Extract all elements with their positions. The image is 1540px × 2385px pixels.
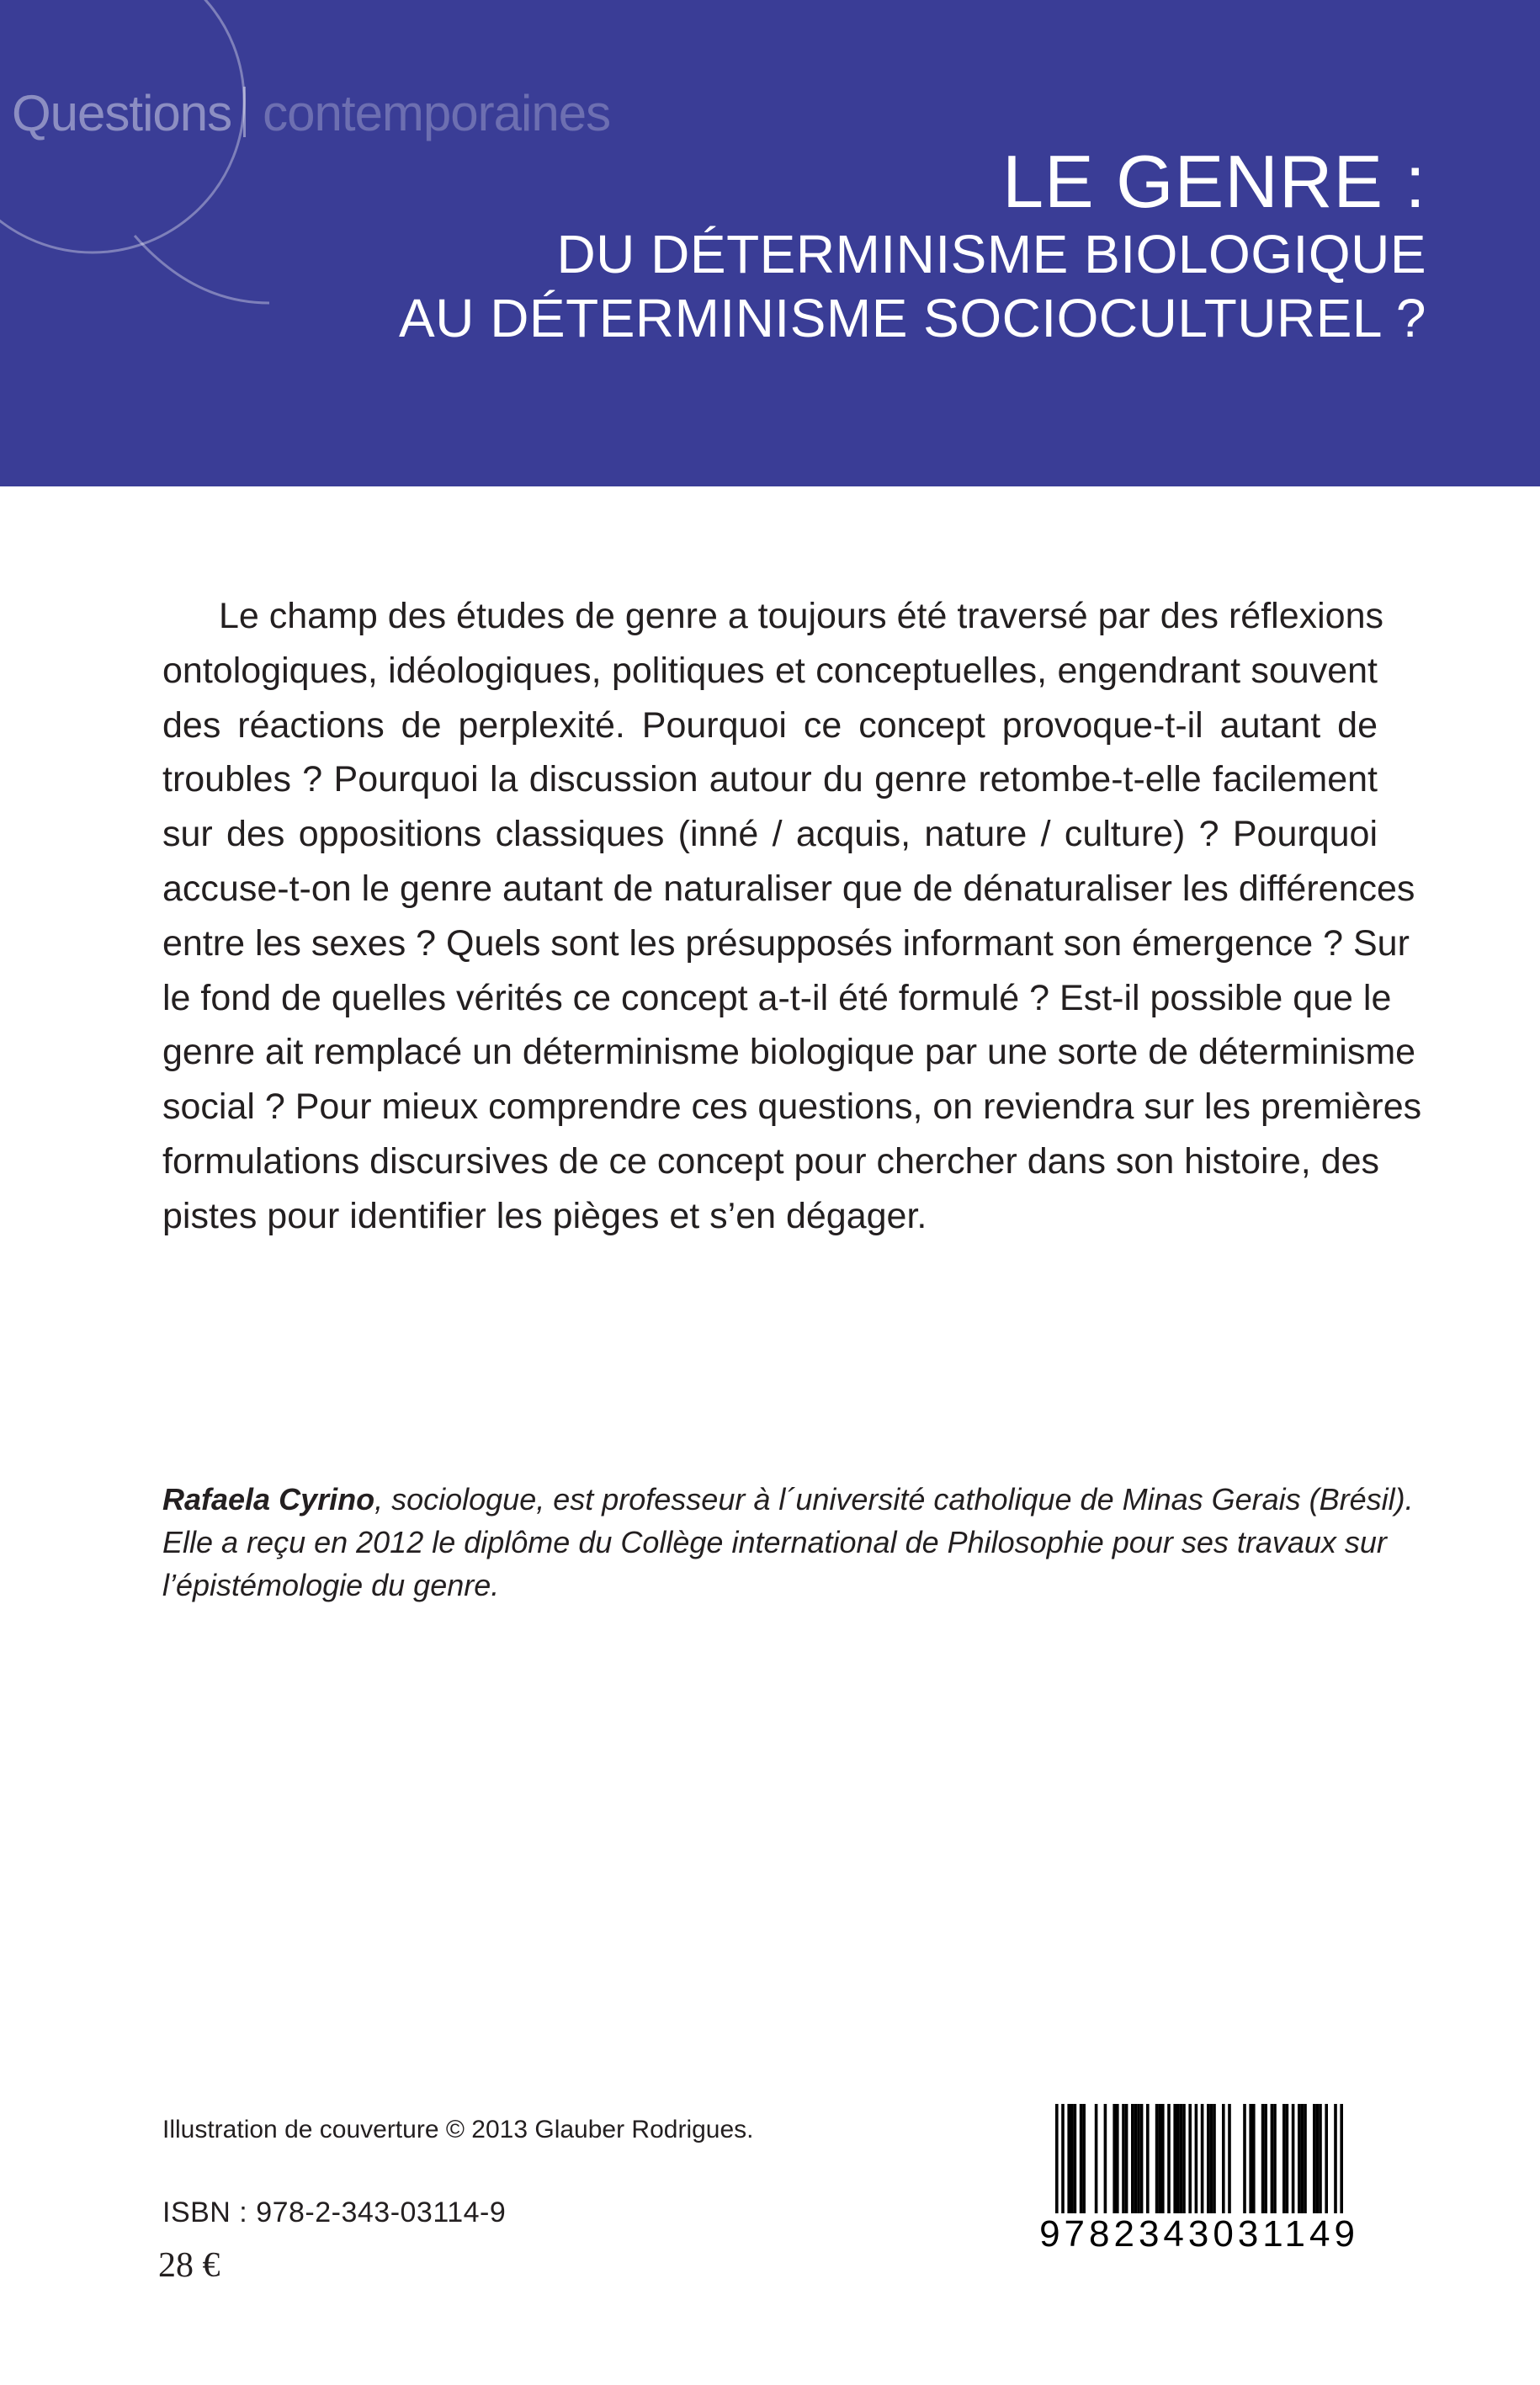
barcode	[1031, 2104, 1367, 2289]
barcode-bar	[1188, 2104, 1192, 2222]
barcode-bar	[1074, 2104, 1077, 2222]
barcode-bar	[1067, 2104, 1070, 2222]
barcode-bar	[1286, 2104, 1289, 2222]
summary-line: accuse-t-on le genre autant de naturaliser que de dénaturaliser les différences	[162, 868, 1415, 909]
barcode-bar	[1213, 2104, 1216, 2222]
barcode-bar	[1207, 2104, 1210, 2222]
illustration-credit: Illustration de couverture © 2013 Glauber Rodrigues.	[162, 2116, 754, 2143]
series-q-logo	[0, 0, 278, 337]
author-bio-line-2: Elle a reçu en 2012 le diplôme du Collège international de Philosophie pour ses travaux sur	[162, 1525, 1387, 1559]
barcode-bar	[1325, 2104, 1328, 2222]
barcode-bar	[1252, 2104, 1256, 2222]
barcode-bar	[1228, 2104, 1231, 2222]
summary-line: formulations discursives de ce concept pour chercher dans son histoire, des	[162, 1140, 1380, 1182]
barcode-bar	[1180, 2104, 1183, 2222]
summary-line: Le champ des études de genre a toujours été traversé par des réflexions	[219, 596, 1383, 636]
series-word-contemporaines: contemporaines	[263, 85, 611, 141]
barcode-bar	[1264, 2104, 1267, 2222]
barcode-bar	[1313, 2104, 1316, 2222]
title-line-3: AU DÉTERMINISME SOCIOCULTUREL ?	[399, 288, 1426, 348]
barcode-bar	[1116, 2104, 1119, 2222]
summary-line: entre les sexes ? Quels sont les présupposés informant son émergence ? Sur	[162, 922, 1410, 964]
barcode-bar	[1082, 2104, 1086, 2222]
barcode-bar	[1122, 2104, 1125, 2222]
barcode-bars	[1031, 2104, 1367, 2289]
summary-line: genre ait remplacé un déterminisme biologique par une sorte de déterminisme	[162, 1032, 1416, 1073]
barcode-bar	[1167, 2104, 1171, 2222]
barcode-bar	[1125, 2104, 1128, 2222]
summary-line: troubles ? Pourquoi la discussion autour du genre retombe-t-elle facilement	[162, 759, 1378, 800]
barcode-bar	[1155, 2104, 1159, 2222]
barcode-bar	[1161, 2104, 1165, 2222]
barcode-number: 9782343031149	[1031, 2213, 1367, 2255]
barcode-bar	[1282, 2104, 1286, 2222]
barcode-bar	[1182, 2104, 1186, 2222]
title-line-1: LE GENRE :	[1002, 140, 1426, 223]
barcode-bar	[1319, 2104, 1322, 2222]
summary-line: social ? Pour mieux comprendre ces questions, on reviendra sur les premières	[162, 1086, 1422, 1128]
barcode-bar	[1301, 2104, 1304, 2222]
summary-paragraph	[162, 589, 1422, 1244]
summary-line: des réactions de perplexité. Pourquoi ce concept provoque-t-il autant de	[162, 704, 1378, 746]
barcode-bar	[1080, 2104, 1083, 2222]
summary-line: sur des oppositions classiques (inné / acquis, nature / culture) ? Pourquoi	[162, 814, 1378, 855]
barcode-bar	[1134, 2104, 1138, 2222]
author-bio-line-1	[162, 1478, 1414, 1521]
author-bio-line-3: l’épistémologie du genre.	[162, 1568, 500, 1602]
barcode-bar	[1292, 2104, 1295, 2222]
cover-header	[0, 0, 1540, 486]
series-word-questions: Questions	[12, 85, 232, 141]
barcode-bar	[1273, 2104, 1277, 2222]
barcode-bar	[1304, 2104, 1307, 2222]
barcode-bar	[1173, 2104, 1176, 2222]
summary-line: pistes pour identifier les pièges et s’en dégager.	[162, 1195, 927, 1236]
barcode-bar	[1146, 2104, 1150, 2222]
series-separator	[243, 87, 246, 137]
barcode-bar	[1113, 2104, 1116, 2222]
barcode-bar	[1158, 2104, 1161, 2222]
barcode-bar	[1243, 2104, 1246, 2222]
barcode-bar	[1095, 2104, 1098, 2222]
barcode-bar	[1176, 2104, 1180, 2222]
barcode-bar	[1070, 2104, 1074, 2222]
barcode-bar	[1131, 2104, 1134, 2222]
barcode-bar	[1249, 2104, 1252, 2222]
barcode-bar	[1271, 2104, 1274, 2222]
author-bio	[162, 1478, 1414, 1607]
author-name: Rafaela Cyrino	[162, 1482, 375, 1517]
barcode-bar	[1222, 2104, 1225, 2222]
title-line-2: DU DÉTERMINISME BIOLOGIQUE	[556, 224, 1426, 284]
barcode-bar	[1210, 2104, 1213, 2222]
isbn: ISBN : 978-2-343-03114-9	[162, 2196, 507, 2228]
book-title	[399, 141, 1426, 350]
series-name	[12, 84, 610, 142]
barcode-bar	[1137, 2104, 1140, 2222]
summary-line: ontologiques, idéologiques, politiques et conceptuelles, engendrant souvent	[162, 650, 1378, 691]
barcode-bar	[1140, 2104, 1144, 2222]
price: 28 €	[158, 2246, 220, 2285]
barcode-bar	[1298, 2104, 1301, 2222]
summary-line: le fond de quelles vérités ce concept a-t-il été formulé ? Est-il possible que le	[162, 977, 1392, 1018]
barcode-bar	[1316, 2104, 1320, 2222]
author-bio-text: , sociologue, est professeur à l´université catholique de Minas Gerais (Brésil).	[374, 1482, 1414, 1517]
barcode-bar	[1261, 2104, 1265, 2222]
barcode-bar	[1104, 2104, 1107, 2222]
